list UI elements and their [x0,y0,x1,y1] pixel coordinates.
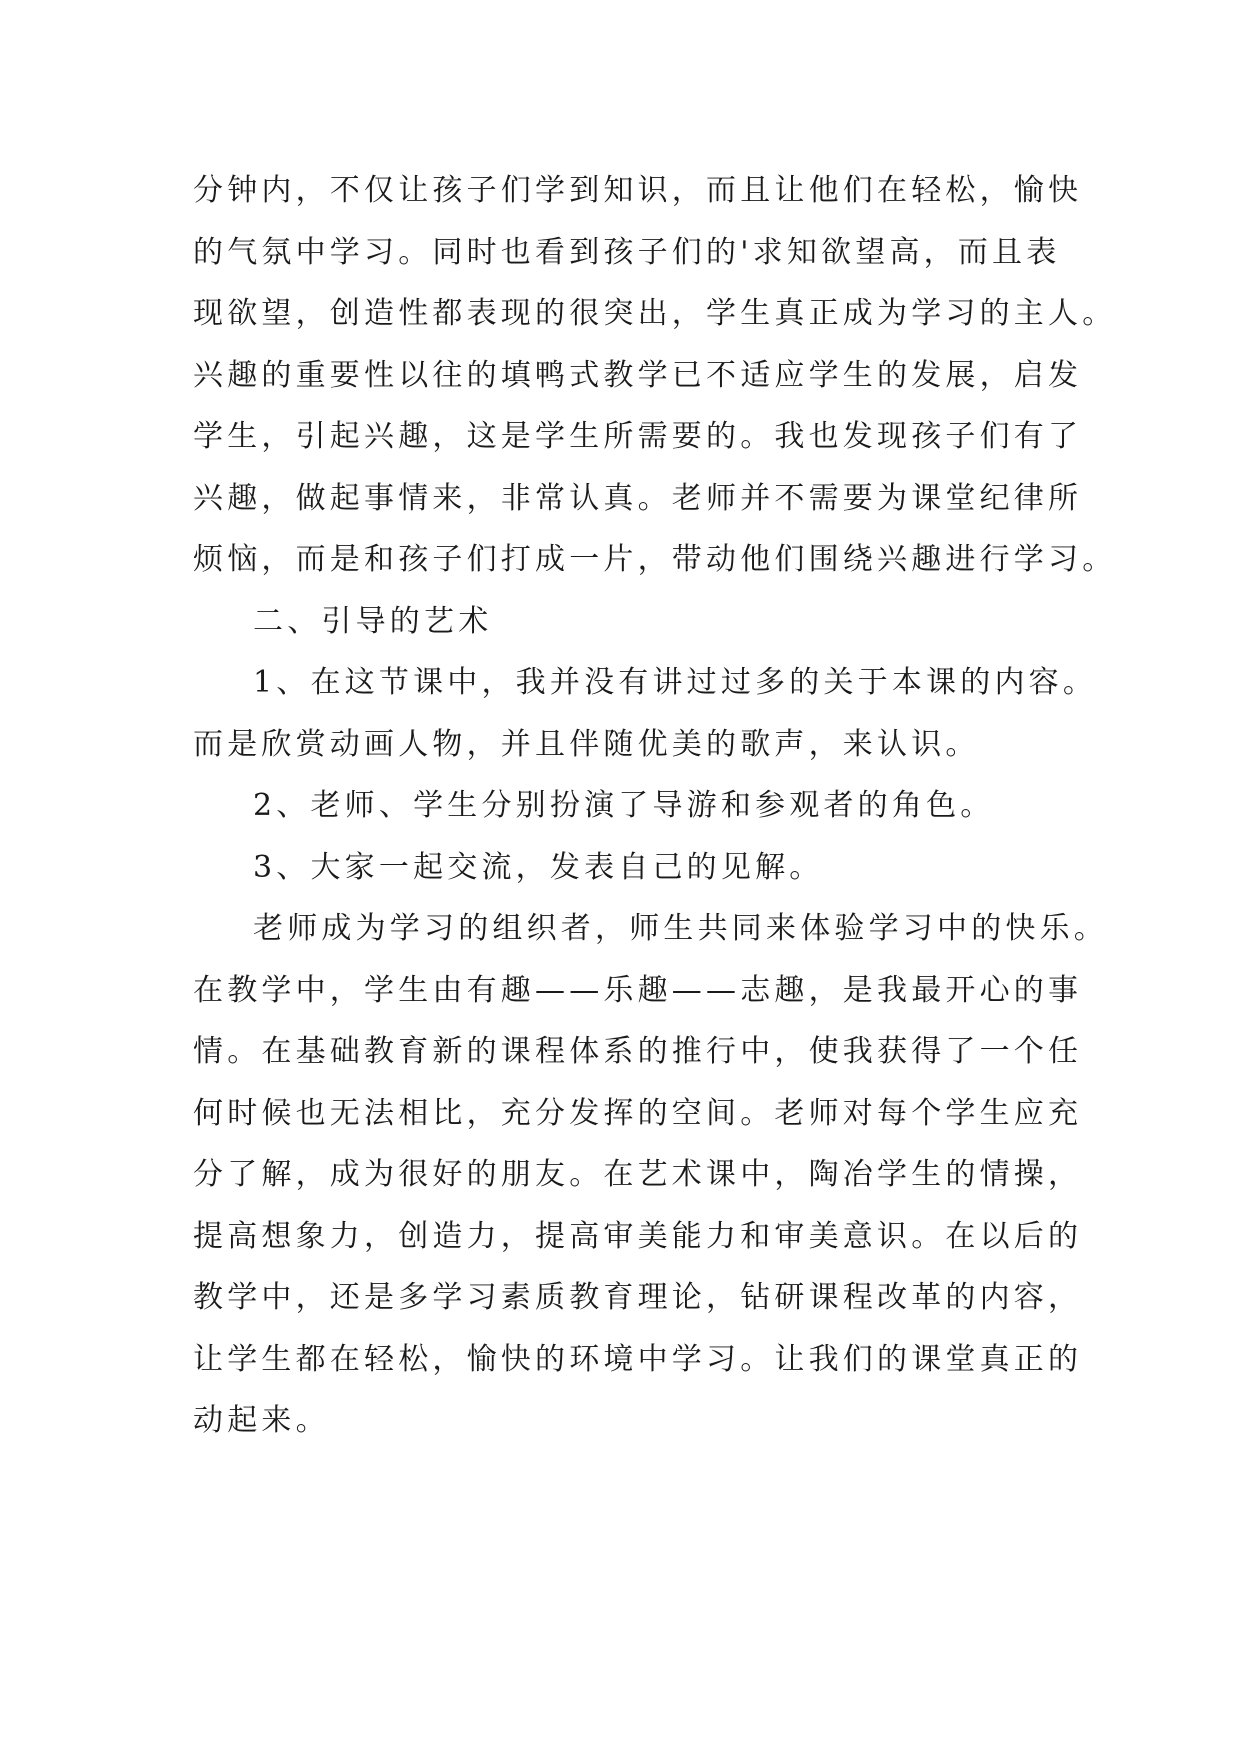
text-line: 在教学中，学生由有趣——乐趣——志趣，是我最开心的事 [193,972,1083,1008]
text-line: 让学生都在轻松，愉快的环境中学习。让我们的课堂真正的 [193,1341,1083,1377]
text-line: 烦恼，而是和孩子们打成一片，带动他们围绕兴趣进行学习。 [193,542,1117,577]
body-text [193,160,1117,1452]
text-line: 分钟内，不仅让孩子们学到知识，而且让他们在轻松，愉快 [193,173,1083,208]
text-line: 兴趣的重要性以往的填鸭式教学已不适应学生的发展，启发 [193,357,1083,393]
text-line: 现欲望，创造性都表现的很突出，学生真正成为学习的主人。 [193,296,1117,331]
text-line: 提高想象力，创造力，提高审美能力和审美意识。在以后的 [193,1218,1083,1254]
list-item: 1、在这节课中，我并没有讲过过多的关于本课的内容。 [253,665,1098,700]
text-line: 动起来。 [193,1403,330,1438]
text-line: 兴趣，做起事情来，非常认真。老师并不需要为课堂纪律所 [193,480,1083,516]
text-line: 的气氛中学习。同时也看到孩子们的'求知欲望高，而且表 [193,234,1061,270]
text-line: 而是欣赏动画人物，并且伴随优美的歌声，来认识。 [193,726,980,762]
text-line: 何时候也无法相比，充分发挥的空间。老师对每个学生应充 [193,1095,1083,1131]
text-line: 情。在基础教育新的课程体系的推行中，使我获得了一个任 [193,1034,1083,1069]
text-line: 教学中，还是多学习素质教育理论，钻研课程改革的内容， [193,1280,1083,1315]
list-item: 2、老师、学生分别扮演了导游和参观者的角色。 [253,788,995,823]
text-line: 学生，引起兴趣，这是学生所需要的。我也发现孩子们有了 [193,419,1083,454]
text-line: 分了解，成为很好的朋友。在艺术课中，陶冶学生的情操， [193,1157,1083,1192]
paragraph-start: 老师成为学习的组织者，师生共同来体验学习中的快乐。 [253,911,1108,946]
list-item: 3、大家一起交流，发表自己的见解。 [253,849,824,885]
section-heading: 二、引导的艺术 [253,603,493,639]
